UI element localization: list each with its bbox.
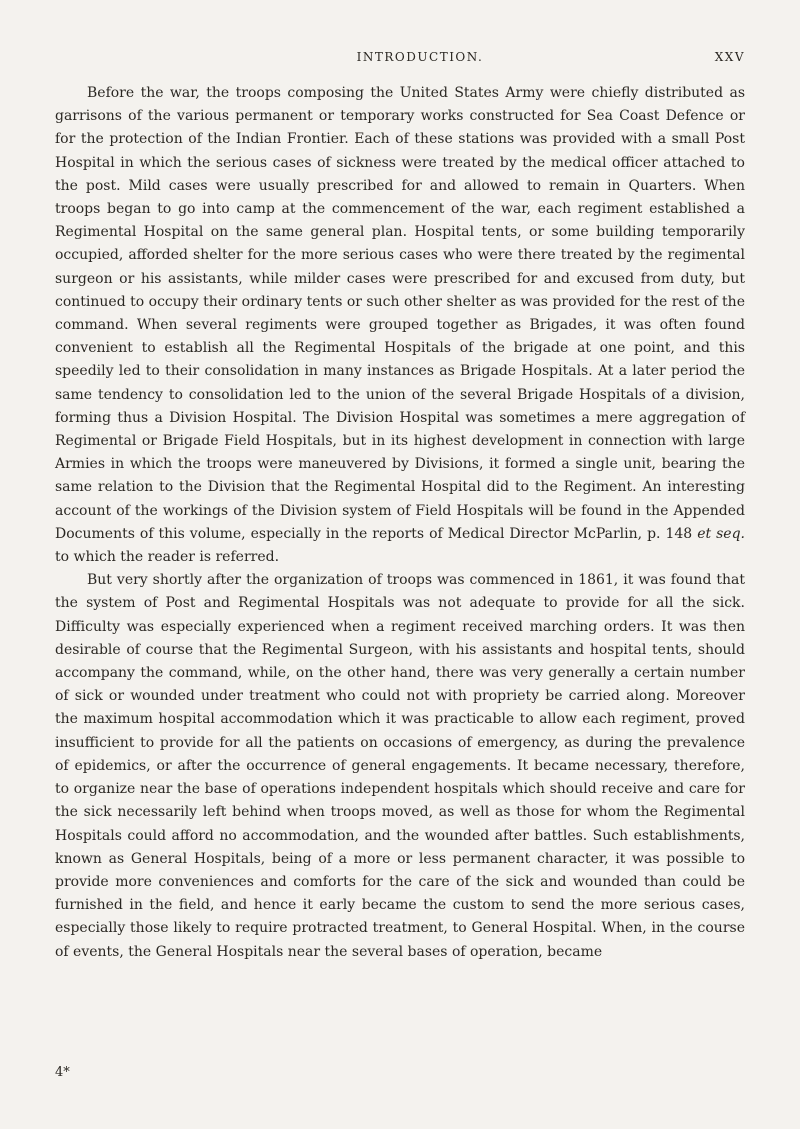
paragraph-1-text-end: to which the reader is referred. (55, 549, 280, 566)
paragraph-1-text: Before the war, the troops composing the United States Army were chiefly distributed as garrisons of the various permanent or temporary works constructed for Sea Coast Defence or for the protection of the Indian Frontier. Each of these stations was provided with a small Post Hospital in which the serious cases of sickness were treated by the medical officer attached to the post. Mild cases were usually prescribed for and allowed to remain in Quarters. When troops began to go into camp at the commencement of the war, each regiment established a Regimental Hospital on the same general plan. Hospital tents, or some building temporarily occupied, afforded shelter for the more serious cases who were there treated by the regimental surgeon or his assistants, while milder cases were prescribed for and excused from duty, but continued to occupy their ordinary tents or such other shelter as was provided for the rest of the command. When several regiments were grouped together as Brigades, it was often found convenient to establish all the Regimental Hospitals of the brigade at one point, and this speedily led to their consolidation in many instances as Brigade Hospitals. At a later period the same tendency to consolidation led to the union of the several Brigade Hospitals of a division, forming thus a Division Hospital. The Division Hospital was sometimes a mere aggregation of Regimental or Brigade Field Hospitals, but in its highest development in connection with large Armies in which the troops were maneuvered by Divisions, it formed a single unit, bearing the same relation to the Division that the Regimental Hospital did to the Regiment. An interesting account of the workings of the Division system of Field Hospitals will be found in the Appended Documents of this volume, especially in the reports of Medical Director McParlin, p. 148 (55, 85, 745, 542)
running-title: INTRODUCTION. (356, 50, 484, 64)
running-head (55, 50, 745, 70)
page-number: XXV (714, 50, 745, 64)
paragraph-1 (55, 82, 745, 569)
body-text (55, 82, 745, 964)
paragraph-2: But very shortly after the organization of troops was commenced in 1861, it was found that the system of Post and Regimental Hospitals was not adequate to provide for all the sick. Difficulty was especially experienced when a regiment received marching orders. It was then desirable of course that the Regimental Surgeon, with his assistants and hospital tents, should accompany the command, while, on the other hand, there was very generally a certain number of sick or wounded under treatment who could not with propriety be carried along. Moreover the maximum hospital accommodation which it was practicable to allow each regiment, proved insufficient to provide for all the patients on occasions of emergency, as during the prevalence of epidemics, or after the occurrence of general engagements. It became necessary, therefore, to organize near the base of operations independent hospitals which should receive and care for the sick necessarily left behind when troops moved, as well as those for whom the Regimental Hospitals could afford no accommodation, and the wounded after battles. Such establishments, known as General Hospitals, being of a more or less permanent character, it was possible to provide more conveniences and comforts for the care of the sick and wounded than could be furnished in the field, and hence it early became the custom to send the more serious cases, especially those likely to require protracted treatment, to General Hospital. When, in the course of events, the General Hospitals near the several bases of operation, became (55, 572, 745, 960)
paragraph-1-italic-text: et seq. (697, 525, 746, 542)
signature-mark: 4* (55, 1065, 70, 1080)
